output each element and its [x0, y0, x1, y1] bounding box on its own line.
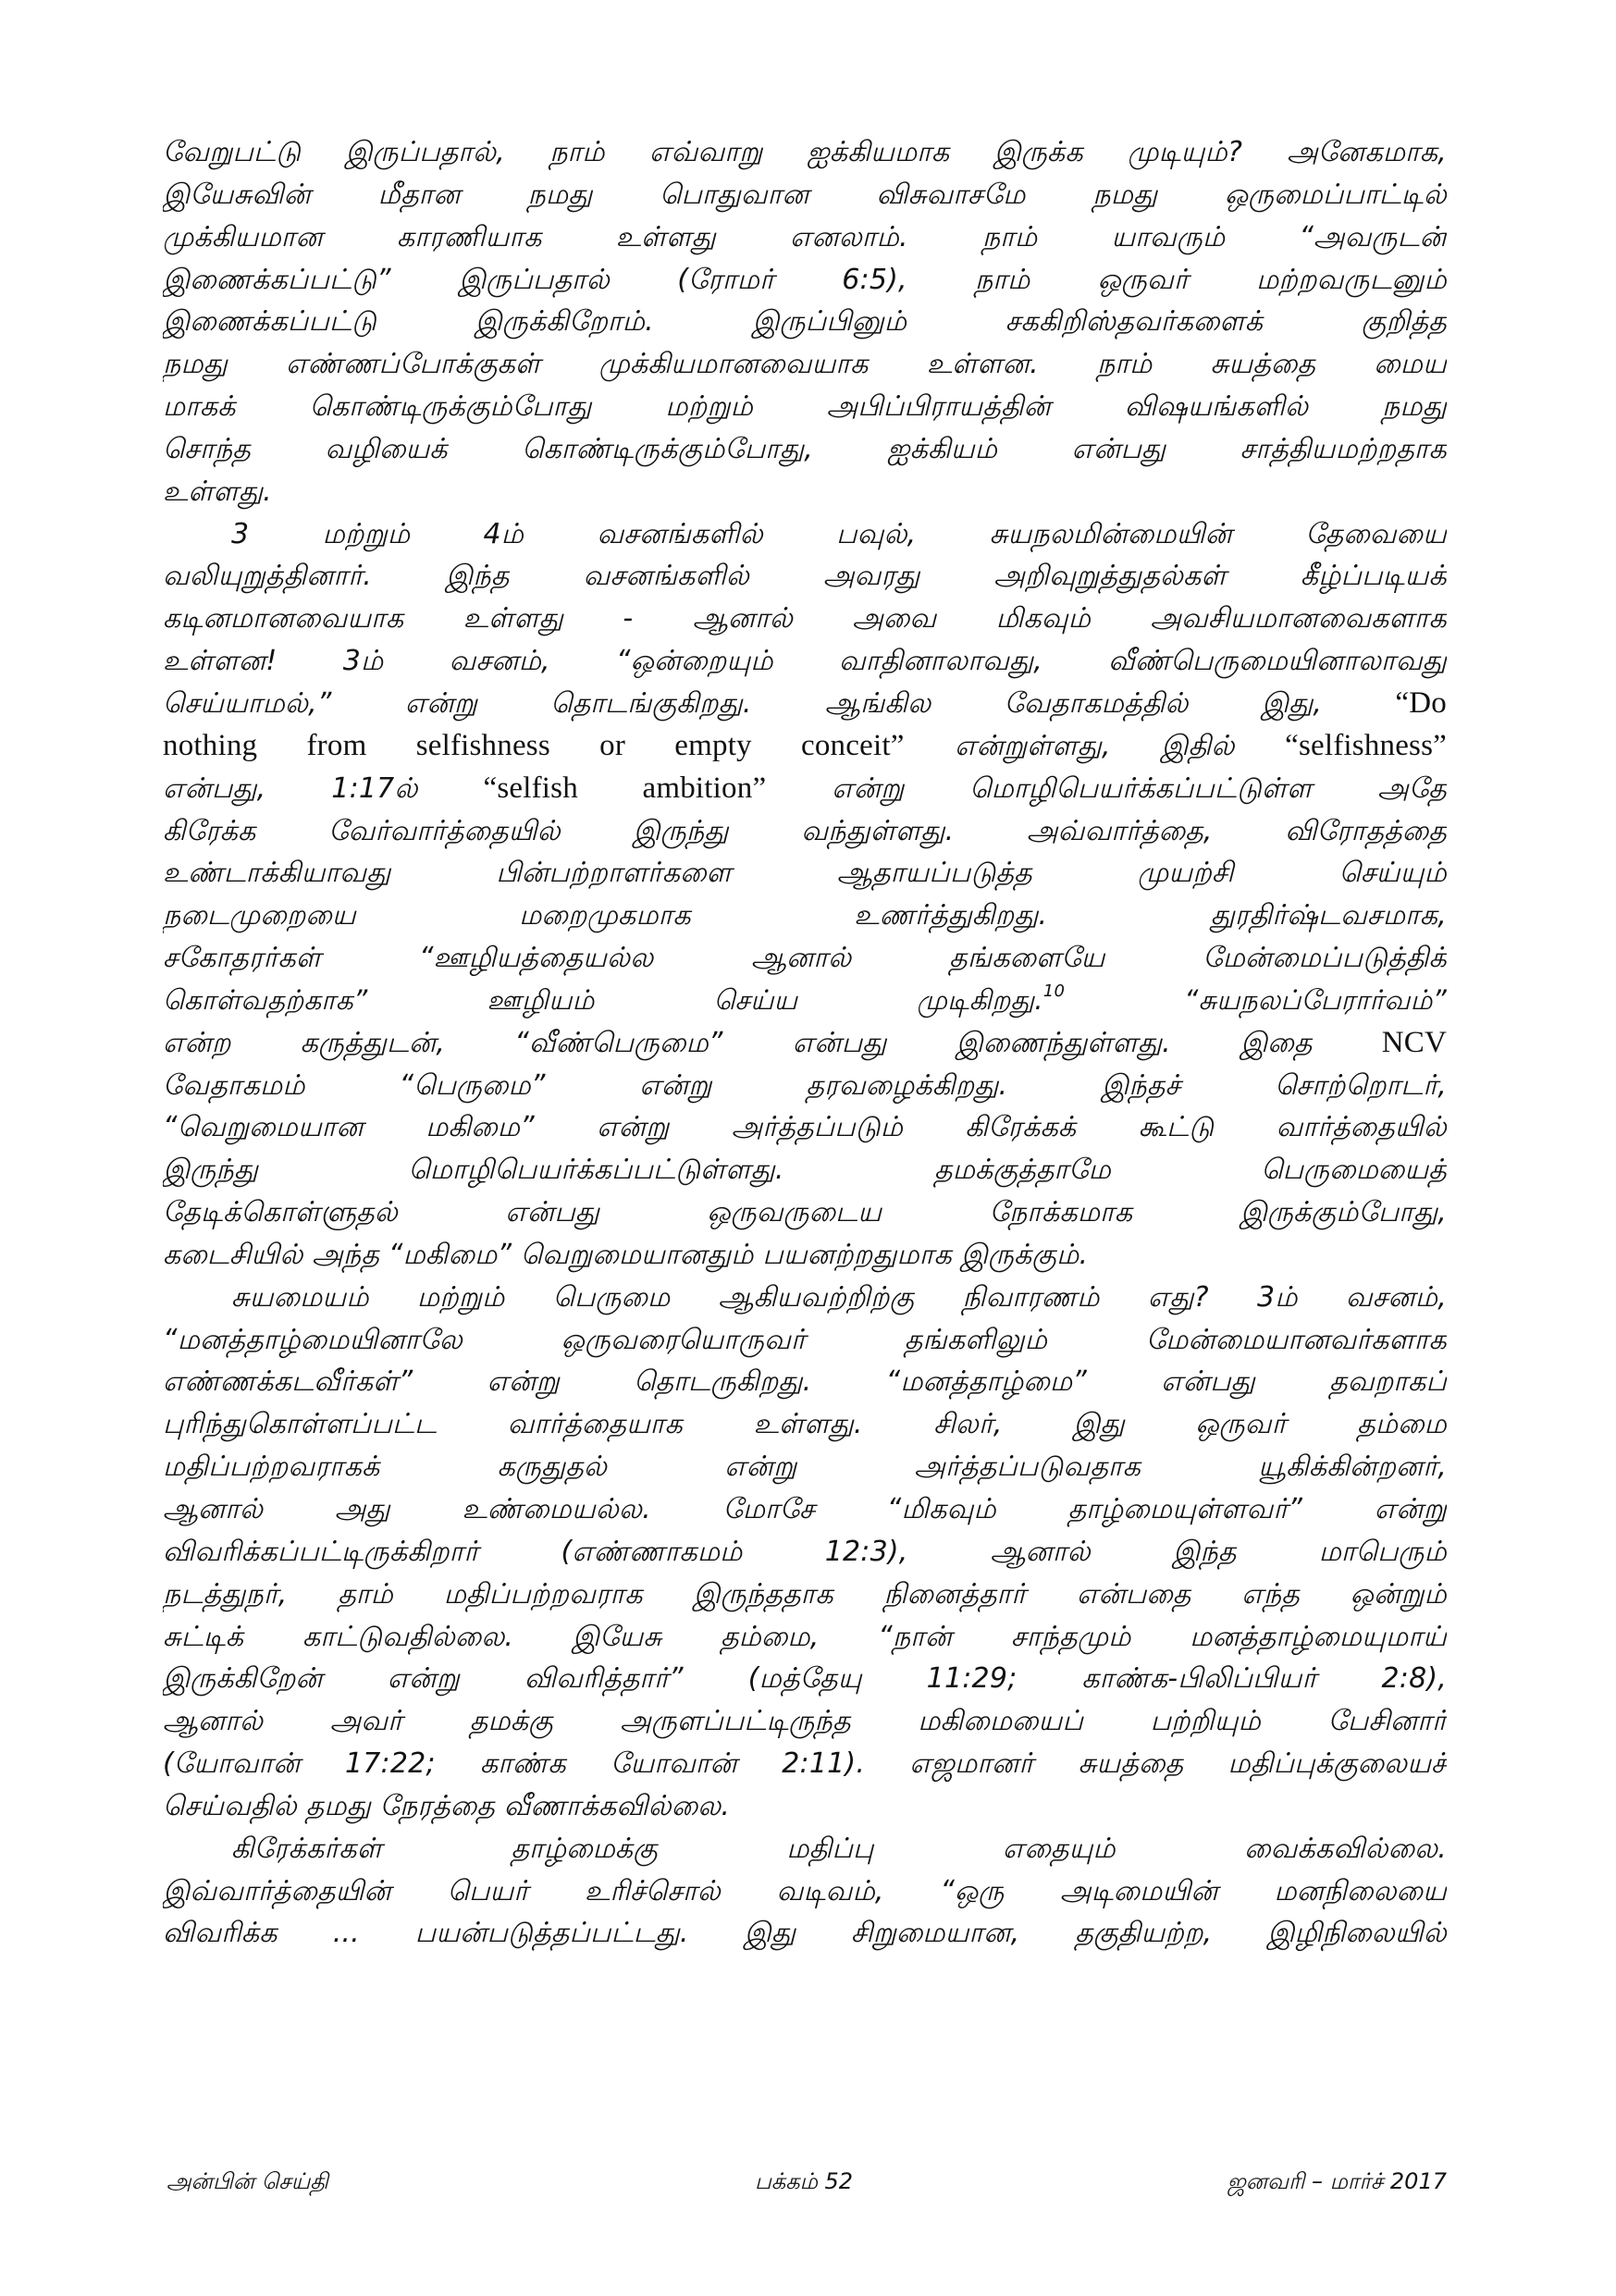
text-line: நமது எண்ணப்போக்குகள் முக்கியமானவையாக உள்ளன. நாம் சுயத்தை மைய: [163, 348, 1447, 381]
text-line: முக்கியமான காரணியாக உள்ளது எனலாம். நாம் யாவரும் “அவருடன்: [163, 220, 1447, 253]
text-segment: “சுயநலப்பேரார்வம்”: [1065, 983, 1447, 1016]
text-line: மதிப்பற்றவராகக் கருதுதல் என்று அர்த்தப்படுவதாக யூகிக்கின்றனர்,: [163, 1450, 1447, 1484]
text-line: சகோதரர்கள் “ஊழியத்தையல்ல ஆனால் தங்களையே மேன்மைப்படுத்திக்: [163, 942, 1447, 975]
text-line: வேறுபட்டு இருப்பதால், நாம் எவ்வாறு ஐக்கியமாக இருக்க முடியும்? அனேகமாக,: [163, 136, 1447, 168]
text-line: தேடிக்கொள்ளுதல் என்பது ஒருவருடைய நோக்கமாக இருக்கும்போது,: [163, 1196, 1447, 1229]
text-line: [163, 683, 1447, 725]
text-line: இயேசுவின் மீதான நமது பொதுவான விசுவாசமே நமது ஒருமைப்பாட்டில்: [163, 178, 1447, 211]
page-number: பக்கம் 52: [755, 2168, 854, 2194]
text-segment: என்ற கருத்துடன், “வீண்பெருமை” என்பது இணைந்துள்ளது. இதை: [163, 1026, 1382, 1059]
text-line: வேதாகமம் “பெருமை” என்று தரவழைக்கிறது. இந்தச் சொற்றொடர்,: [163, 1068, 1447, 1102]
text-line: “வெறுமையான மகிமை” என்று அர்த்தப்படும் கிரேக்கக் கூட்டு வார்த்தையில்: [163, 1111, 1447, 1144]
text-line: உண்டாக்கியாவது பின்பற்றாளர்களை ஆதாயப்படுத்த முயற்சி செய்யும்: [163, 857, 1447, 890]
text-line: இருந்து மொழிபெயர்க்கப்பட்டுள்ளது. தமக்குத்தாமே பெருமையைத்: [163, 1154, 1447, 1187]
footnote-reference[interactable]: 10: [1042, 981, 1066, 1001]
paragraph-start-line: கிரேக்கர்கள் தாழ்மைக்கு மதிப்பு எதையும் வைக்கவில்லை.: [231, 1832, 1447, 1865]
text-line: [163, 725, 1447, 768]
text-line: உள்ளன! 3ம் வசனம், “ஒன்றையும் வாதினாலாவது, வீண்பெருமையினாலாவது: [163, 645, 1447, 678]
text-line: இருக்கிறேன் என்று விவரித்தார்” (மத்தேயு 11:29; காண்க-பிலிப்பியர் 2:8),: [163, 1662, 1447, 1696]
page-footer: [163, 2165, 1447, 2198]
paragraph-end-line: உள்ளது.: [163, 475, 272, 508]
issue-date: ஜனவரி – மார்ச் 2017: [1227, 2168, 1447, 2194]
text-line: “மனத்தாழ்மையினாலே ஒருவரையொருவர் தங்களிலும் மேன்மையானவர்களாக: [163, 1323, 1447, 1356]
text-line: இணைக்கப்பட்டு இருக்கிறோம். இருப்பினும் சககிறிஸ்தவர்களைக் குறித்த: [163, 305, 1447, 339]
text-segment: செய்யாமல்,” என்று தொடங்குகிறது. ஆங்கில வேதாகமத்தில் இது,: [163, 686, 1396, 720]
text-line: ஆனால் அவர் தமக்கு அருளப்பட்டிருந்த மகிமையைப் பற்றியும் பேசினார்: [163, 1705, 1447, 1738]
text-segment: கொள்வதற்காக” ஊழியம் செய்ய முடிகிறது.: [163, 983, 1043, 1016]
english-quote: “selfish ambition”: [483, 771, 767, 805]
text-line: விவரிக்கப்பட்டிருக்கிறார் (எண்ணாகமம் 12:3), ஆனால் இந்த மாபெரும்: [163, 1535, 1447, 1568]
english-quote: “selfishness”: [1285, 728, 1447, 762]
text-line: சுட்டிக் காட்டுவதில்லை. இயேசு தம்மை, “நான் சாந்தமும் மனத்தாழ்மையுமாய்: [163, 1620, 1447, 1653]
bible-version-abbrev: NCV: [1381, 1025, 1447, 1059]
paragraph-end-line: கடைசியில் அந்த “மகிமை” வெறுமையானதும் பயனற்றதுமாக இருக்கும்.: [163, 1238, 1089, 1271]
text-line: சொந்த வழியைக் கொண்டிருக்கும்போது, ஐக்கியம் என்பது சாத்தியமற்றதாக: [163, 432, 1447, 465]
publication-name: அன்பின் செய்தி: [167, 2168, 328, 2194]
text-line: நடைமுறையை மறைமுகமாக உணர்த்துகிறது. துரதிர்ஷ்டவசமாக,: [163, 899, 1447, 932]
text-line: எண்ணக்கடவீர்கள்” என்று தொடருகிறது. “மனத்தாழ்மை” என்பது தவறாகப்: [163, 1365, 1447, 1399]
text-segment: என்பது, 1:17ல்: [163, 772, 484, 805]
text-line: [163, 768, 1447, 810]
text-line: மாகக் கொண்டிருக்கும்போது மற்றும் அபிப்பிராயத்தின் விஷயங்களில் நமது: [163, 390, 1447, 424]
paragraph-start-line: சுயமையம் மற்றும் பெருமை ஆகியவற்றிற்கு நிவாரணம் எது? 3ம் வசனம்,: [231, 1280, 1447, 1314]
text-line: [163, 1022, 1447, 1065]
text-line: விவரிக்க ... பயன்படுத்தப்பட்டது. இது சிறுமையான, தகுதியற்ற, இழிநிலையில்: [163, 1917, 1447, 1950]
text-line: இவ்வார்த்தையின் பெயர் உரிச்சொல் வடிவம், “ஒரு அடிமையின் மனநிலையை: [163, 1874, 1447, 1907]
text-line: இணைக்கப்பட்டு” இருப்பதால் (ரோமர் 6:5), நாம் ஒருவர் மற்றவருடனும்: [163, 263, 1447, 296]
text-line: புரிந்துகொள்ளப்பட்ட வார்த்தையாக உள்ளது. சிலர், இது ஒருவர் தம்மை: [163, 1408, 1447, 1441]
english-quote: nothing from selfishness or empty conceit”: [163, 728, 905, 762]
paragraph-start-line: 3 மற்றும் 4ம் வசனங்களில் பவுல், சுயநலமின்மையின் தேவையை: [231, 517, 1447, 550]
text-line: (யோவான் 17:22; காண்க யோவான் 2:11). எஜமானர் சுயத்தை மதிப்புக்குலையச்: [163, 1747, 1447, 1781]
text-segment: என்றுள்ளது, இதில்: [904, 729, 1286, 762]
paragraph-end-line: செய்வதில் தமது நேரத்தை வீணாக்கவில்லை.: [163, 1789, 731, 1822]
text-line: வலியுறுத்தினார். இந்த வசனங்களில் அவரது அறிவுறுத்துதல்கள் கீழ்ப்படியக்: [163, 560, 1447, 593]
text-segment: என்று மொழிபெயர்க்கப்பட்டுள்ள அதே: [766, 772, 1447, 805]
text-line: கிரேக்க வேர்வார்த்தையில் இருந்து வந்துள்ளது. அவ்வார்த்தை, விரோதத்தை: [163, 814, 1447, 847]
body-text: [163, 131, 1447, 1955]
text-line: [163, 980, 1447, 1022]
english-quote: “Do: [1395, 685, 1447, 720]
text-line: நடத்துநர், தாம் மதிப்பற்றவராக இருந்ததாக நினைத்தார் என்பதை எந்த ஒன்றும்: [163, 1577, 1447, 1611]
text-line: ஆனால் அது உண்மையல்ல. மோசே “மிகவும் தாழ்மையுள்ளவர்” என்று: [163, 1493, 1447, 1525]
text-line: கடினமானவையாக உள்ளது - ஆனால் அவை மிகவும் அவசியமானவைகளாக: [163, 602, 1447, 636]
